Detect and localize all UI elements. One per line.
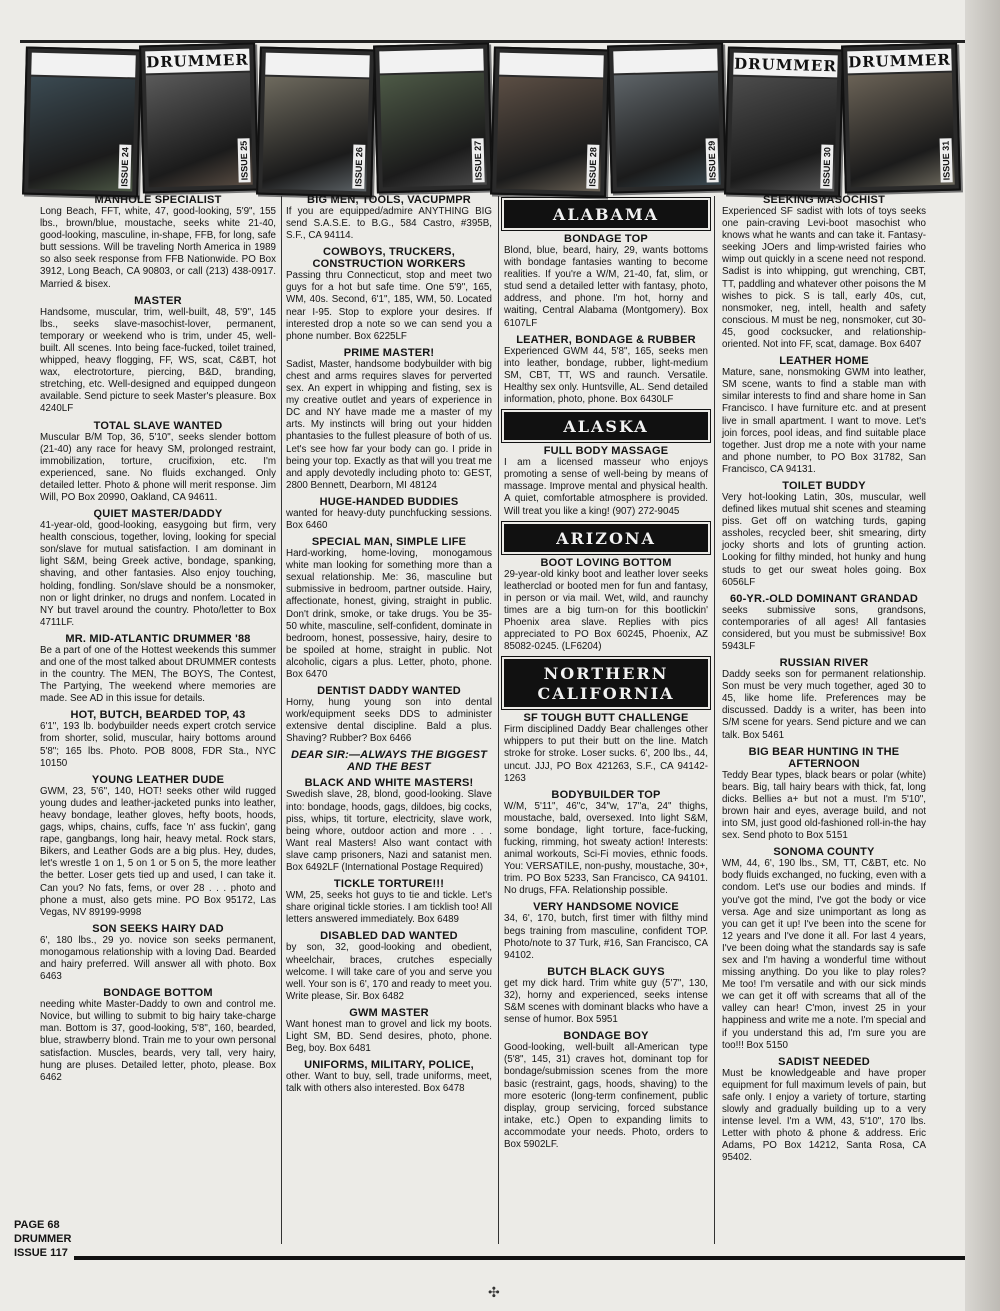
ad-body: Experienced GWM 44, 5'8", 165, seeks men into leather, bondage, rubber, light-medium SM, CBT, TT, WS and raunch. Versatile. Healthy sex only. Huntsville, AL. Send detailed information, photo, phone. Box 6430LF <box>504 345 708 406</box>
classified-ad <box>286 496 492 532</box>
column-4 <box>722 194 926 1168</box>
ad-title: BONDAGE BOTTOM <box>103 987 213 1000</box>
classified-ad <box>722 194 926 351</box>
ad-body: 41-year-old, good-looking, easygoing but firm, very health conscious, together, loving, looking for special son/slave for mutual satisfaction. I am dominant in light S&M, being Greek active, bondage, spanking, shaving, and other fantasies. Also enjoy touching, holding, fondling. Son/slave should be a nonsmoker, non or light drinker, no drugs and nonfem. Located in NY but travel around the country. Photo/letter to Box 4711LF. <box>40 520 276 628</box>
ad-title: SADIST NEEDED <box>778 1055 870 1068</box>
ad-title: YOUNG LEATHER DUDE <box>91 773 225 786</box>
ad-title: HOT, BUTCH, BEARDED TOP, 43 <box>70 709 246 722</box>
ad-body: Want honest man to grovel and lick my boots. Light SM, BD. Send desires, photo, phone. Beg, boy. Box 6481 <box>286 1018 492 1055</box>
state-heading: ALABAMA <box>504 200 708 228</box>
ad-body: Horny, hung young son into dental work/equipment seeks DDS to administer extensive dental discipline. Bald a plus. Shaving? Rubber? Box 6466 <box>286 697 492 745</box>
ad-body: I am a licensed masseur who enjoys promoting a sense of well-being by means of massage. Improve mental and physical health. A quiet, comfortable atmosphere is provided. Will treat you like a king! (907) 272-9045 <box>504 457 708 517</box>
classified-ad <box>286 777 492 874</box>
classified-ad <box>286 930 492 1002</box>
ad-title: GWM MASTER <box>349 1006 429 1019</box>
classified-ad <box>286 1059 492 1095</box>
classified-ad <box>286 246 492 343</box>
ad-body: wanted for heavy-duty punchfucking sessions. Box 6460 <box>286 507 492 531</box>
cover-masthead: DRUMMER <box>847 49 952 74</box>
classified-ad <box>286 685 492 745</box>
cover-masthead <box>499 53 604 78</box>
ad-title: VERY HANDSOME NOVICE <box>533 901 679 914</box>
ad-title: QUIET MASTER/DADDY <box>93 508 223 521</box>
ornament-icon: ✣ <box>488 1284 500 1300</box>
classified-ad <box>40 633 276 705</box>
magazine-cover <box>22 47 142 198</box>
ad-body: Experienced SF sadist with lots of toys seeks one pain-craving Levi-boot masochist who knows what he wants and can take it. Fantasy-seeking JOers and limp-wristed fairies who wimp out quickly in a scene need not respond. Sadist is into whipping, gut wrenching, CBT, TT, paddling and whatever other poisons the M wishes to pick. S is tall, early 40s, cut, nonsmoker, neg, intell, health and safety conscious. M must be neg, nonsmoker, cut 30-45, good cocksucker, and relationship-oriented. Not into FF, scat, damage. Box 6407 <box>722 206 926 351</box>
ad-body: WM, 44, 6', 190 lbs., SM, TT, C&BT, etc. No body fluids exchanged, no fucking, even with a condom. Let's use our bodies and minds. If you've got the mind, I've got the body or vice versa. Age and size unimportant as long as you can get it up! I've been into the scene for 12 years and I've done it all. For last 4 years, I've been doing what the standards say is safe sex and I'm having a wonderful time without missing anything. Do you like to play roles? Me too! I'm versatile and with our sick minds we can get it off with screams that all of the valley can hear! C'mon, invest 25 in your happiness and write me a note. I'm special and if you understand this ad, I'm sure you are too!!! Box 5150 <box>722 858 926 1051</box>
ad-title: MANHOLE SPECIALIST <box>94 194 222 206</box>
ad-title: TICKLE TORTURE!!! <box>333 878 445 891</box>
column-1 <box>40 194 276 1088</box>
state-heading: NORTHERN CALIFORNIA <box>504 659 708 707</box>
issue-number: ISSUE 117 <box>14 1247 68 1259</box>
classified-ad <box>504 334 708 406</box>
ad-body: Be a part of one of the Hottest weekends this summer and one of the most talked about DRUMMER contests in the country. The MEN, The BOYS, The Contest, The Partying, The weekend where memories are made. See AD in this issue for details. <box>40 644 276 705</box>
ad-title: BONDAGE TOP <box>564 233 648 245</box>
ad-body: Hard-working, home-loving, monogamous white man looking for something more than a sexual relationship. Me: 36, masculine but submissive in bedroom, partner outside. Hairy, affectionate, honest, giving, straight in public. Don't drink, smoke, or take drugs. You be 35-50 white, masculine, self-confident, dominate in bedroom, honest, possessive, hairy, desire to be spoiled at home, straight in public. Not alcoholic, cigars a plus. Letter, photo, phone. Box 6470 <box>286 548 492 680</box>
ad-body: WM, 25, seeks hot guys to tie and tickle. Let's share original tickle stories. I am ticklish too! All letters answered immediately. Box 6489 <box>286 890 492 926</box>
cover-issue-label: ISSUE 24 <box>118 145 131 189</box>
ad-title: DENTIST DADDY WANTED <box>317 685 461 698</box>
magazine-cover <box>373 43 493 194</box>
ad-title: RUSSIAN RIVER <box>779 657 869 670</box>
ad-body: get my dick hard. Trim white guy (5'7", 130, 32), horny and experienced, seeks intense S&M scenes with dominant blacks who have a sense of humor. Box 5951 <box>504 977 708 1026</box>
ad-title: SON SEEKS HAIRY DAD <box>92 922 224 935</box>
cover-strip <box>24 42 965 192</box>
cover-photo <box>614 73 721 188</box>
cover-issue-label: ISSUE 25 <box>238 139 251 183</box>
magazine-cover <box>841 43 961 194</box>
classified-ad <box>504 233 708 330</box>
ad-title: DISABLED DAD WANTED <box>320 930 458 943</box>
classified-ad <box>286 536 492 681</box>
ad-title: LEATHER HOME <box>779 355 869 368</box>
classified-ad <box>40 420 276 505</box>
column-3 <box>504 194 708 1155</box>
magazine-cover <box>724 47 844 198</box>
ad-title: BIG MEN, TOOLS, VACUPMPR <box>307 194 471 206</box>
ad-body: Firm disciplined Daddy Bear challenges other whippers to put their butt on the line. Match stroke for stroke. Loser sucks. 6', 200 lbs., 44, uncut. JJJ, PO Box 421263, S.F., CA 94142-1263 <box>504 724 708 784</box>
ad-body: Good-looking, well-built all-American type (5'8", 145, 31) craves hot, dominant top for bondage/submission scenes from the more basic (restraint, gags, hoods, shaving) to the more esoteric (long-term confinement, public display, group servicing, forced substance intake, etc.) Open to expanding limits to accommodate your needs. Photo, orders to Box 5902LF. <box>504 1042 708 1150</box>
cover-masthead <box>379 49 484 74</box>
classified-ad <box>40 194 276 291</box>
ad-body: 6'1", 193 lb. bodybuilder needs expert crotch service from shorter, solid, muscular, hairy bottoms around 5'8"; 165 lbs. Photo. POB 8008, FDR Sta., NYC 10150 <box>40 721 276 769</box>
ad-body: other. Want to buy, sell, trade uniforms, meet, talk with others also interested. Box 6478 <box>286 1071 492 1095</box>
cover-photo <box>146 73 253 188</box>
ad-body: 6', 180 lbs., 29 yo. novice son seeks permanent, monogamous relationship with a loving Dad. Bearded and hairy preferred. Will answer all with photo. Box 6463 <box>40 934 276 983</box>
ad-body: Teddy Bear types, black bears or polar (white) bears. Big, tall hairy bears with thick, fat, long dicks. Bellies a+ but not a must. I'm 5'10", brown hair and eyes, average build, and not into SM, just good old-fashioned roll-in-the hay sex. Send photo to Box 5151 <box>722 769 926 842</box>
ad-title: TOILET BUDDY <box>782 479 866 492</box>
ad-title: BIG BEAR HUNTING IN THE AFTERNOON <box>748 745 900 770</box>
page-edge-shadow <box>965 0 1000 1311</box>
cover-issue-label: ISSUE 26 <box>352 145 365 189</box>
ad-title: BODYBUILDER TOP <box>551 788 661 801</box>
classified-ad <box>722 657 926 742</box>
ad-title: BONDAGE BOY <box>563 1030 649 1043</box>
ad-body: W/M, 5'11", 46"c, 34"w, 17"a, 24" thighs, moustache, bald, oversexed. Into light S&M, some bondage, light torture, face-fucking, fucking, rimming, hot sweaty action! Interests: animal workouts, Sci-Fi movies, ethnic foods. You: VERSATILE, non-pushy, moustache, 30+, trim. PO Box 5233, San Francisco, CA 94101. No drugs, FFA. Relationship possible. <box>504 800 708 897</box>
classified-ad <box>722 355 926 476</box>
classified-ad <box>40 774 276 919</box>
ad-title: BLACK AND WHITE MASTERS! <box>304 777 474 790</box>
cover-masthead: DRUMMER <box>145 49 250 74</box>
classified-ad <box>40 295 276 416</box>
classified-ad <box>286 1007 492 1055</box>
ad-body: GWM, 23, 5'6", 140, HOT! seeks other wild rugged young dudes and leather-jacketed punks into leather, heavy bondage, leather gloves, hefty boots, hoods, gags, whips, chains, cuffs, face 'n' ass fuckin', gang rape, gangbangs, long hair, heavy metal. Rock stars, Bikers, and Leather Gods are a big plus. Hey, dudes, let's wrestle 1 on 1, 5 on 1 or 5 on 5, the more leather the better. Loser gets tied up and used, I can take it. Can you? No fats, fems, or over 28 . . . photo and phone a must, also gets mine. PO Box 95172, Las Vegas, NV 89199-9998 <box>40 785 276 918</box>
page-footer <box>14 1218 71 1260</box>
magazine-cover <box>139 43 259 194</box>
cover-issue-label: ISSUE 27 <box>472 139 485 183</box>
cover-photo <box>848 73 955 188</box>
cover-issue-label: ISSUE 29 <box>706 139 719 183</box>
classified-ad <box>504 966 708 1026</box>
ad-body: Mature, sane, nonsmoking GWM into leather, SM scene, wants to find a stable man with similar interests to find and share home in San Francisco. I have furniture etc. and at present live in small apartment. I want to move. Let's join forces, pool ideas, and find suitable place together. Just drop me a note with your name and phone number, to PO Box 31782, San Francisco, CA 94131. <box>722 367 926 475</box>
ad-body: Swedish slave, 28, blond, good-looking. Slave into: bondage, hoods, gags, dildoes, big cocks, piss, whips, tit torture, electricity, slave work, being whore, outdoor action and more . . . Want real Masters! Also want contact with slave camp prisoners, Nazi and satanist men. Box 6492LF (International Postage Required) <box>286 789 492 874</box>
ad-body: Must be knowledgeable and have proper equipment for full maximum levels of pain, but safe only. I enjoy a variety of torture, starting slowly and gradually building up to a very intense level. I'm a WM, 43, 5'10", 170 lbs. Letter with photo & phone & address. Eric Adams, PO Box 14212, Santa Rosa, CA 95402. <box>722 1067 926 1164</box>
classified-ad <box>504 445 708 517</box>
classified-ad <box>504 1030 708 1151</box>
ad-body: Blond, blue, beard, hairy, 29, wants bottoms with bondage fantasies wanting to become realities. If you're a W/M, 21-40, fat, slim, or stud send a detailed letter with fantasy, photo, address, and phone. I'm hot, horny and waiting, Central Alabama (Montgomery). Box 6107LF <box>504 245 708 329</box>
cover-issue-label: ISSUE 31 <box>940 139 953 183</box>
ad-title: SPECIAL MAN, SIMPLE LIFE <box>311 536 467 549</box>
classified-ad <box>722 846 926 1052</box>
ad-title: TOTAL SLAVE WANTED <box>93 419 223 432</box>
ad-body: Handsome, muscular, trim, well-built, 48, 5'9", 145 lbs., seeks slave-masochist-lover, permanent, temporary or weekend who is trim, under 45, well-built. All scenes. Into being face-fucked, toilet trained, whipped, heavy flogging, FF, WS, scat, C&BT, hot wax, electrotorture, piercing, B&D, branding, stretching, etc. Well-designed and equipped dungeon available. Send picture to seek Master's pleasure. Box 4240LF <box>40 306 276 415</box>
ad-title: HUGE-HANDED BUDDIES <box>319 495 459 508</box>
classified-ad <box>722 1056 926 1165</box>
classified-ad <box>40 508 276 629</box>
cover-masthead <box>613 49 718 74</box>
ad-body: Long Beach, FFT, white, 47, good-looking, 5'9", 155 lbs., brown/blue, moustache, seeks white 21-40, good-looking, masculine, in-shape, FFB, for long, safe butt sessions. Will be traveling North America in 1989 so also seek response from FFB Nationwide. PO Box 3912, Long Beach, CA 90803, or call (213) 438-0917. Married & bisex. <box>40 206 276 290</box>
ad-title: SEEKING MASOCHIST <box>763 194 885 206</box>
classified-ad <box>504 557 708 654</box>
classified-ad <box>40 987 276 1084</box>
magazine-cover <box>607 43 727 194</box>
ad-body: Sadist, Master, handsome bodybuilder with big chest and arms requires slaves for perverted sex. An expert in whipping and fisting, sex is my creative outlet and years of experience in DC and NY have made me a master of my arts. My instincts will bring out your hidden phantasies to the fullest pleasure of both of us. Let's see how far your body can go. I pride in being your top. Exactly as that will you treat me and apply devotedly including photo to: GEST, 2800 Bennett, Dearborn, MI 48124 <box>286 358 492 491</box>
state-heading: ARIZONA <box>504 524 708 552</box>
cover-issue-label: ISSUE 30 <box>820 145 833 189</box>
ad-body: Passing thru Connecticut, stop and meet two guys for a hot but safe time. One 5'9", 165, WM, 40s. Second, 6'1", 185, WM, 50. Located near I-95. Stop to explore your desires. If interested drop a note so we can send you a phone number. Box 6225LF <box>286 270 492 342</box>
ad-title: 60-YR.-OLD DOMINANT GRANDAD <box>729 592 919 605</box>
cover-issue-label: ISSUE 28 <box>586 145 599 189</box>
classified-ad <box>504 901 708 961</box>
ad-body: seeks submissive sons, grandsons, contemporaries of all ages! All fantasies considered, but you must be submissive! Box 5943LF <box>722 604 926 652</box>
ad-body: by son, 32, good-looking and obedient, wheelchair, braces, crutches especially welcome. I will take care of you and serve you well. Your son is 6', 170 and ready to meet you. Write please, Sir. Box 6482 <box>286 942 492 1002</box>
ad-title: SONOMA COUNTY <box>773 846 875 859</box>
magazine-cover <box>256 47 376 198</box>
column-divider <box>714 196 715 1244</box>
cover-masthead <box>265 53 370 78</box>
bottom-rule <box>74 1256 965 1260</box>
classified-ad <box>286 749 492 773</box>
ad-title: BOOT LOVING BOTTOM <box>540 556 672 569</box>
ad-body: 34, 6', 170, butch, first timer with filthy mind begs training from masculine, confident TOP. Photo/note to 37 Turk, #16, San Francisco, CA 94102. <box>504 913 708 961</box>
ad-title: SF TOUGH BUTT CHALLENGE <box>523 712 689 725</box>
magazine-cover <box>490 47 610 198</box>
ad-title: BUTCH BLACK GUYS <box>547 965 665 978</box>
column-divider <box>281 196 282 1244</box>
ad-body: 29-year-old kinky boot and leather lover seeks leatherclad or booted men for fun and fantasy, in person or via mail. Wet, wild, and raunchy times are a big turn-on for this bootlickin' Phoenix area slave. Replies with pics appreciated to PO Box 60245, Phoenix, AZ 85082-0245. (LF6204) <box>504 568 708 653</box>
ad-title: DEAR SIR:—ALWAYS THE BIGGEST AND THE BEST <box>290 749 488 774</box>
classified-ad <box>504 712 708 784</box>
column-divider <box>498 196 499 1244</box>
magazine-name: DRUMMER <box>14 1233 72 1245</box>
classified-ad <box>286 194 492 242</box>
state-heading: ALASKA <box>504 412 708 440</box>
cover-photo <box>380 73 487 188</box>
ad-body: Very hot-looking Latin, 30s, muscular, well defined likes mutual shit scenes and steaming piss. Get off on watching turds, gaping assholes, recycled beer, shit smearing, dirty jocky shorts and lots of grunting action. Looking for filthy minded, hot hunky and hung studs to get our sweat holes going. Box 6056LF <box>722 491 926 588</box>
ad-title: UNIFORMS, MILITARY, POLICE, <box>304 1059 474 1072</box>
classified-ad <box>504 789 708 898</box>
page-number: PAGE 68 <box>14 1219 60 1231</box>
ad-body: Muscular B/M Top, 36, 5'10", seeks slender bottom (21-40) any race for heavy SM, prolonged restraint, immobilization, torture, crucifixion, etc. I'm experienced, sane. No fluids exchanged. Only detailed letter. Photo & phone will merit response. Jim Will, PO Box 20990, Oakland, CA 94611. <box>40 431 276 503</box>
classified-ad <box>722 746 926 843</box>
classified-ad <box>40 709 276 769</box>
classified-ad <box>722 593 926 653</box>
ad-body: Daddy seeks son for permanent relationship. Son must be very much together, aged 30 to 45, like home life. Preferences may be discussed. Daddy is a writer, has been into S/M scene for years. Send picture and we can talk. Box 5461 <box>722 669 926 741</box>
ad-title: LEATHER, BONDAGE & RUBBER <box>516 333 696 346</box>
ad-title: MASTER <box>134 294 182 307</box>
classified-ad <box>286 878 492 926</box>
ad-title: COWBOYS, TRUCKERS, CONSTRUCTION WORKERS <box>312 246 466 271</box>
ad-title: MR. MID-ATLANTIC DRUMMER '88 <box>65 632 251 645</box>
cover-masthead <box>31 53 136 78</box>
ad-title: PRIME MASTER! <box>343 346 435 359</box>
ad-title: FULL BODY MASSAGE <box>543 445 669 458</box>
classified-ad <box>286 347 492 492</box>
cover-masthead: DRUMMER <box>733 53 838 78</box>
column-2 <box>286 194 492 1099</box>
ad-body: If you are equipped/admire ANYTHING BIG send S.A.S.E. to B.G., 584 Castro, #395B, S.F., CA 94114. <box>286 206 492 242</box>
ad-body: needing white Master-Daddy to own and control me. Novice, but willing to submit to big hairy take-charge man. Bottom is 37, good-looking, 5'8", 160, bearded, blue, strawberry blond. Train me to your own personal satisfaction. Muscles, beards, very tall, very hairy, hung are pluses. Detailed letter, photo, please. Box 6462 <box>40 999 276 1083</box>
classified-ad <box>40 923 276 983</box>
classified-ad <box>722 480 926 589</box>
